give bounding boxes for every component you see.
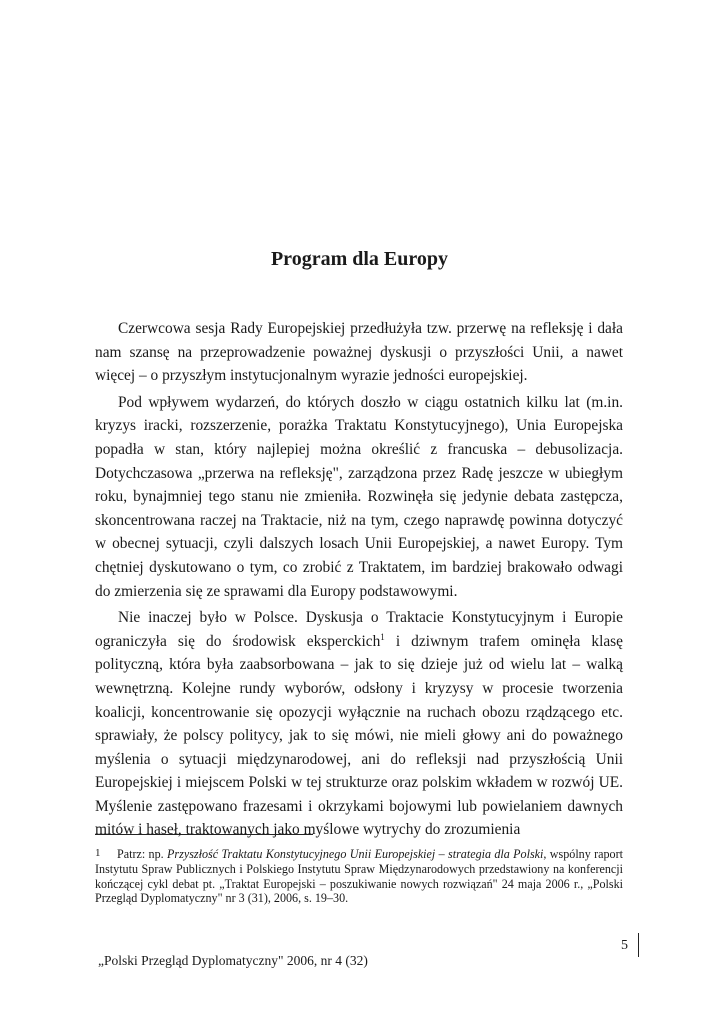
paragraph-3-part-2: i dziwnym trafem ominęła klasę polityczną, która była zaabsorbowana – jak to się dzieje już od wielu lat – walką wewnętrzną. Kolejne rundy wyborów, odsłony i kryzysy w procesie tworzenia koalicji, koncentrowanie się opozycji wyłącznie na ruchach obozu rządzącego etc. sprawiały, że polscy politycy, jak to się mówi, nie mieli głowy ani do poważnego myślenia o sytuacji międzynarodowej, ani do refleksji nad przyszłością Unii Europejskiej i miejscem Polski w tej strukturze oraz polskim wkładem w rozwój UE. Myślenie zastępowano frazesami i okrzykami bojowymi lub powielaniem dawnych mitów i haseł, traktowanych jako myślowe wytrychy do zrozumienia <box>95 632 623 839</box>
paragraph-3-part-1: Nie inaczej było w Polsce. Dyskusja o Traktacie Konstytucyjnym i Europie ograniczyła się do środowisk eksperckich <box>95 609 623 650</box>
journal-citation: „Polski Przegląd Dyplomatyczny" 2006, nr 4 (32) <box>98 953 368 968</box>
body-text <box>95 317 623 845</box>
footnote-divider <box>95 834 313 835</box>
footnote-cited-title: Przyszłość Traktatu Konstytucyjnego Unii Europejskiej – strategia dla Polski <box>167 847 544 861</box>
footnote-reference[interactable]: 1 <box>380 631 385 642</box>
page-number: 5 <box>621 938 628 953</box>
page-title: Program dla Europy <box>270 248 449 270</box>
footnote <box>95 846 623 906</box>
paragraph-2: Pod wpływem wydarzeń, do których doszło w ciągu ostatnich kilku lat (m.in. kryzys iracki, rozszerzenie, porażka Traktatu Konstytucyjnego), Unia Europejska popadła w stan, który najlepiej można określić z francuska – debusolizacja. Dotychczasowa „przerwa na refleksję", zarządzona przez Radę jeszcze w ubiegłym roku, bynajmniej tego stanu nie zmieniła. Rozwinęła się jedynie debata zastępcza, skoncentrowana raczej na Traktacie, niż na tym, czego naprawdę powinna dotyczyć w obecnej sytuacji, czyli dalszych losach Unii Europejskiej, a nawet Europy. Tym chętniej dyskutowano o tym, co zrobić z Traktatem, im bardziej brakowało odwagi do zmierzenia się ze sprawami dla Europy podstawowymi. <box>95 393 623 600</box>
page-number-bar <box>638 933 639 957</box>
footnote-lead: Patrz: np. <box>117 847 168 861</box>
paragraph-3 <box>95 606 623 842</box>
footnote-number: 1 <box>95 847 101 859</box>
paragraph-1: Czerwcowa sesja Rady Europejskiej przedłużyła tzw. przerwę na refleksję i dała nam szansę na przeprowadzenie poważnej dyskusji o przyszłości Unii, a nawet więcej – o przyszłym instytucjonalnym wyrazie jedności europejskiej. <box>95 320 623 385</box>
footnote-rest: , wspólny raport Instytutu Spraw Publicznych i Polskiego Instytutu Spraw Międzynarodowych przedstawiony na konferencji kończącej cykl debat pt. „Traktat Europejski – poszukiwanie nowych rozwiązań" 24 maja 2006 r., „Polski Przegląd Dyplomatyczny" nr 3 (31), 2006, s. 19–30. <box>95 847 623 906</box>
